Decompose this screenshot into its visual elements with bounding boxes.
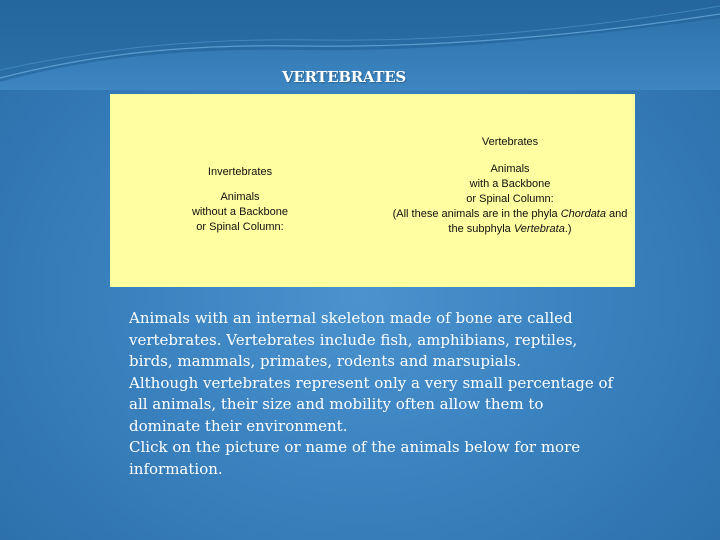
phylum-name: Chordata	[560, 208, 606, 220]
invertebrates-line: Animals	[220, 191, 260, 203]
vertebrates-line: with a Backbone	[469, 178, 551, 190]
vertebrates-line: Animals	[490, 163, 530, 175]
note-text: and	[606, 208, 628, 220]
vertebrates-note-line2	[375, 222, 645, 237]
note-text: (All these animals are in the phyla	[392, 208, 561, 220]
invertebrates-description	[165, 190, 315, 235]
body-line: Click on the picture or name of the animals below for more	[129, 438, 581, 456]
body-line: all animals, their size and mobility often allow them to	[129, 395, 544, 413]
note-text: .)	[564, 223, 572, 235]
invertebrates-line: or Spinal Column:	[196, 221, 284, 233]
body-line: Although vertebrates represent only a very small percentage of	[129, 373, 614, 392]
classification-table	[110, 94, 635, 287]
subphylum-name: Vertebrata	[513, 223, 565, 235]
body-line: dominate their environment.	[129, 416, 348, 435]
vertebrates-description	[375, 162, 645, 237]
vertebrates-line: or Spinal Column:	[466, 193, 554, 205]
page-title: VERTEBRATES	[282, 68, 406, 86]
body-line: birds, mammals, primates, rodents and marsupials.	[129, 352, 521, 370]
body-line: information.	[129, 459, 223, 478]
invertebrates-line: without a Backbone	[191, 206, 288, 218]
note-text: the subphyla	[448, 223, 514, 235]
body-line: Animals with an internal skeleton made of bone are called	[129, 309, 573, 327]
vertebrates-header: Vertebrates	[481, 136, 539, 148]
body-paragraph	[129, 308, 629, 480]
invertebrates-header: Invertebrates	[207, 166, 273, 178]
vertebrates-note-line1	[375, 207, 645, 222]
body-line: vertebrates. Vertebrates include fish, amphibians, reptiles,	[129, 330, 578, 349]
